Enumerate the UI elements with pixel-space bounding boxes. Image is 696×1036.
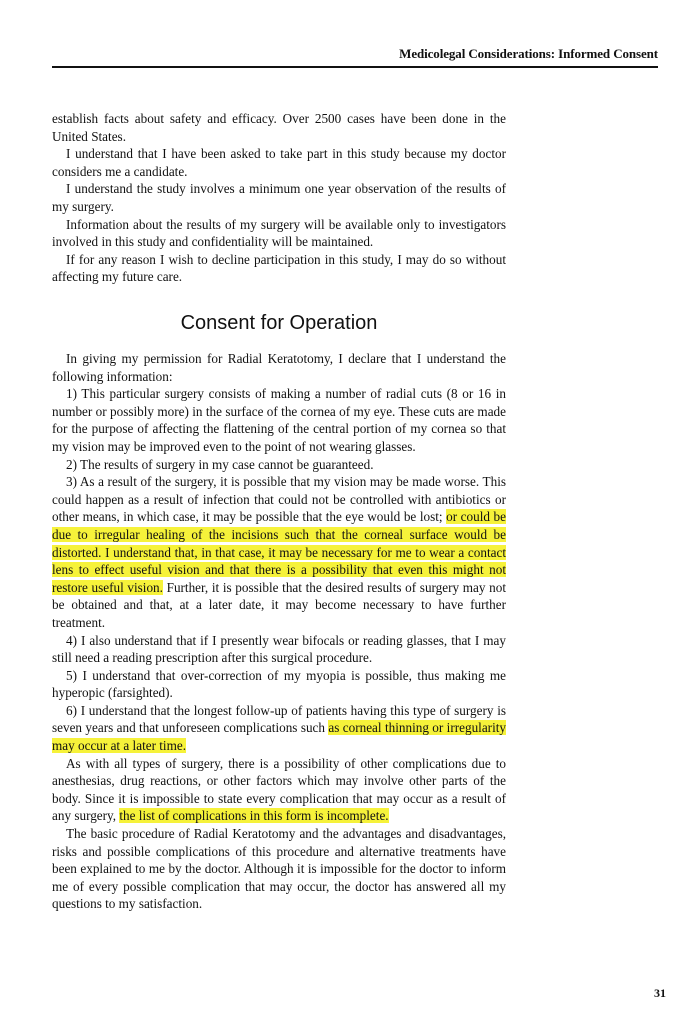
intro-paragraph: I understand the study involves a minimum one year observation of the results of my surgery. — [52, 181, 506, 214]
intro-paragraph: Information about the results of my surgery will be available only to investigators involved in this study and confidentiality will be maintained. — [52, 216, 506, 250]
consent-lead: In giving my permission for Radial Keratotomy, I declare that I understand the following information: — [52, 351, 506, 384]
consent-item-6 — [52, 702, 506, 755]
section-heading: Consent for Operation — [180, 312, 378, 334]
intro-paragraph: establish facts about safety and efficacy. Over 2500 cases have been done in the United States. — [52, 111, 506, 144]
intro-section — [52, 110, 506, 286]
item-text: 6) I understand that the longest follow-up of patients having this type of surgery is seven years and that unforeseen complications such — [52, 702, 506, 736]
item-text: Further, it is possible that the desired results of surgery may not be obtained and that, at a later date, it may become necessary to have further treatment. — [52, 579, 506, 630]
consent-section — [52, 350, 506, 913]
header-rule — [52, 66, 658, 68]
item-text: As with all types of surgery, there is a possibility of other complications due to anesthesias, drug reactions, or other factors which may involve other parts of the body. Since it is impossible to state every complication that may occur as a result of any surgery, — [52, 755, 506, 824]
final-paragraph: The basic procedure of Radial Keratotomy and the advantages and disadvantages, risks and possible complications of this procedure and alternative treatments have been explained to me by the doctor. Although it is impossible for the doctor to inform me of every possible complication that may occur, the doctor has answered all my questions to my satisfaction. — [52, 826, 506, 912]
highlighted-text: the list of complications in this form is incomplete. — [119, 808, 389, 824]
intro-paragraph: I understand that I have been asked to take part in this study because my doctor considers me a candidate. — [52, 146, 506, 179]
intro-paragraph: If for any reason I wish to decline participation in this study, I may do so without affecting my future care. — [52, 251, 506, 285]
consent-item-1: 1) This particular surgery consists of making a number of radial cuts (8 or 16 in number or possibly more) in the surface of the cornea of my eye. These cuts are made for the purpose of affecting the flattening of the central portion of my cornea so that my vision may be improved even to the point of not wearing glasses. — [52, 386, 506, 454]
consent-item-3 — [52, 473, 506, 631]
item-text: 3) As a result of the surgery, it is possible that my vision may be made worse. This could happen as a result of infection that could not be controlled with antibiotics or other means, in which case, it may be possible that the eye would be lost; — [52, 474, 506, 525]
complications-paragraph — [52, 755, 506, 825]
consent-item-2: 2) The results of surgery in my case cannot be guaranteed. — [66, 456, 374, 472]
page-number: 31 — [654, 986, 666, 1000]
consent-item-5: 5) I understand that over-correction of my myopia is possible, thus making me hyperopic (farsighted). — [52, 667, 506, 701]
consent-item-4: 4) I also understand that if I presently wear bifocals or reading glasses, that I may still need a reading prescription after this surgical procedure. — [52, 632, 506, 666]
highlighted-text: as corneal thinning or irregularity may occur at a later time. — [52, 720, 506, 754]
running-head: Medicolegal Considerations: Informed Consent — [399, 46, 658, 61]
highlighted-text: or could be due to irregular healing of the incisions such that the corneal surface would be distorted. I understand that, in that case, it may be necessary for me to wear a contact lens to effect useful vision and that there is a possibility that even this might not restore useful vision. — [52, 509, 506, 595]
